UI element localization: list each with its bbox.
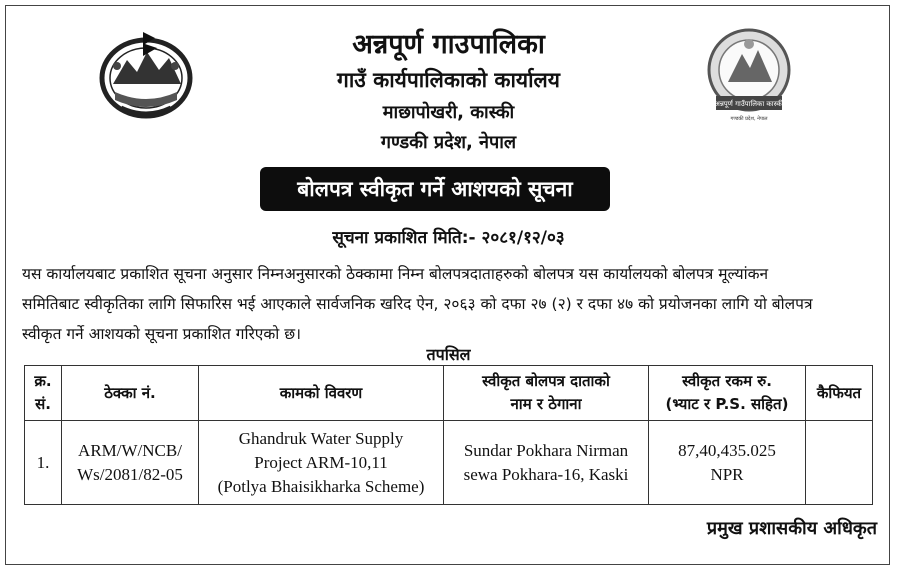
row-description-line-3: (Potlya Bhaisikharka Scheme) xyxy=(217,476,425,496)
header-serial-line-1: क्र. xyxy=(34,372,52,390)
notice-title: बोलपत्र स्वीकृत गर्ने आशयको सूचना xyxy=(297,177,573,201)
header-amount xyxy=(649,366,806,421)
row-contract-no-line-1: ARM/W/NCB/ xyxy=(78,440,182,460)
row-bidder-line-2: sewa Pokhara-16, Kaski xyxy=(463,464,629,484)
notice-body-line-2: समितिबाट स्वीकृतिका लागि सिफारिस भई आएकाले सार्वजनिक खरिद ऐन, २०६३ को दफा २७ (२) र दफा ४७ को प्रयोजनका लागि यो बोलपत्र xyxy=(22,295,813,313)
row-description xyxy=(199,421,444,505)
header-bidder-line-2: नाम र ठेगाना xyxy=(510,395,582,413)
row-contract-no xyxy=(62,421,199,505)
row-serial: 1. xyxy=(25,421,62,505)
signature-title: प्रमुख प्रशासकीय अधिकृत xyxy=(706,518,877,539)
header-amount-line-2: (भ्याट र P.S. सहित) xyxy=(665,395,789,413)
row-contract-no-line-2: Ws/2081/82-05 xyxy=(77,464,183,484)
office-location: माछापोखरी, कास्की xyxy=(382,102,515,123)
published-date: सूचना प्रकाशित मिति:- २०८१/१२/०३ xyxy=(332,228,565,248)
row-amount xyxy=(649,421,806,505)
row-description-line-1: Ghandruk Water Supply xyxy=(238,428,404,448)
table-header-row xyxy=(25,366,873,421)
header-serial-line-2: सं. xyxy=(35,395,51,413)
row-amount-line-2: NPR xyxy=(710,464,744,484)
office-subtitle: गाउँ कार्यपालिकाको कार्यालय xyxy=(337,68,560,92)
municipality-logo-subtext: गण्डकी प्रदेश, नेपाल xyxy=(730,116,768,122)
office-title: अन्नपूर्ण गाउपालिका xyxy=(352,29,545,60)
row-bidder xyxy=(444,421,649,505)
header-remarks: कैफियत xyxy=(806,366,873,421)
row-remarks xyxy=(806,421,873,505)
row-bidder-line-1: Sundar Pokhara Nirman xyxy=(463,440,629,460)
header-bidder-line-1: स्वीकृत बोलपत्र दाताको xyxy=(482,372,610,390)
header-contract-no: ठेक्का नं. xyxy=(62,366,199,421)
office-province: गण्डकी प्रदेश, नेपाल xyxy=(380,132,517,153)
row-description-line-2: Project ARM-10,11 xyxy=(254,452,388,472)
contract-table xyxy=(24,365,873,505)
header-amount-line-1: स्वीकृत रकम रु. xyxy=(682,372,772,390)
table-row xyxy=(25,421,873,505)
table-caption: तपसिल xyxy=(426,345,471,364)
header-serial xyxy=(25,366,62,421)
municipality-logo-text: अन्नपूर्ण गाउँपालिका कास्की xyxy=(714,100,784,108)
notice-body-line-3: स्वीकृत गर्ने आशयको सूचना प्रकाशित गरिएको छ। xyxy=(22,325,301,343)
header-bidder xyxy=(444,366,649,421)
header-description: कामको विवरण xyxy=(199,366,444,421)
row-amount-line-1: 87,40,435.025 xyxy=(678,440,776,460)
notice-body-line-1: यस कार्यालयबाट प्रकाशित सूचना अनुसार निम्नअनुसारको ठेक्कामा निम्न बोलपत्रदाताहरुको बोलपत्र यस कार्यालयको बोलपत्र मूल्यांकन xyxy=(22,265,769,283)
notice-title-banner xyxy=(260,167,610,211)
